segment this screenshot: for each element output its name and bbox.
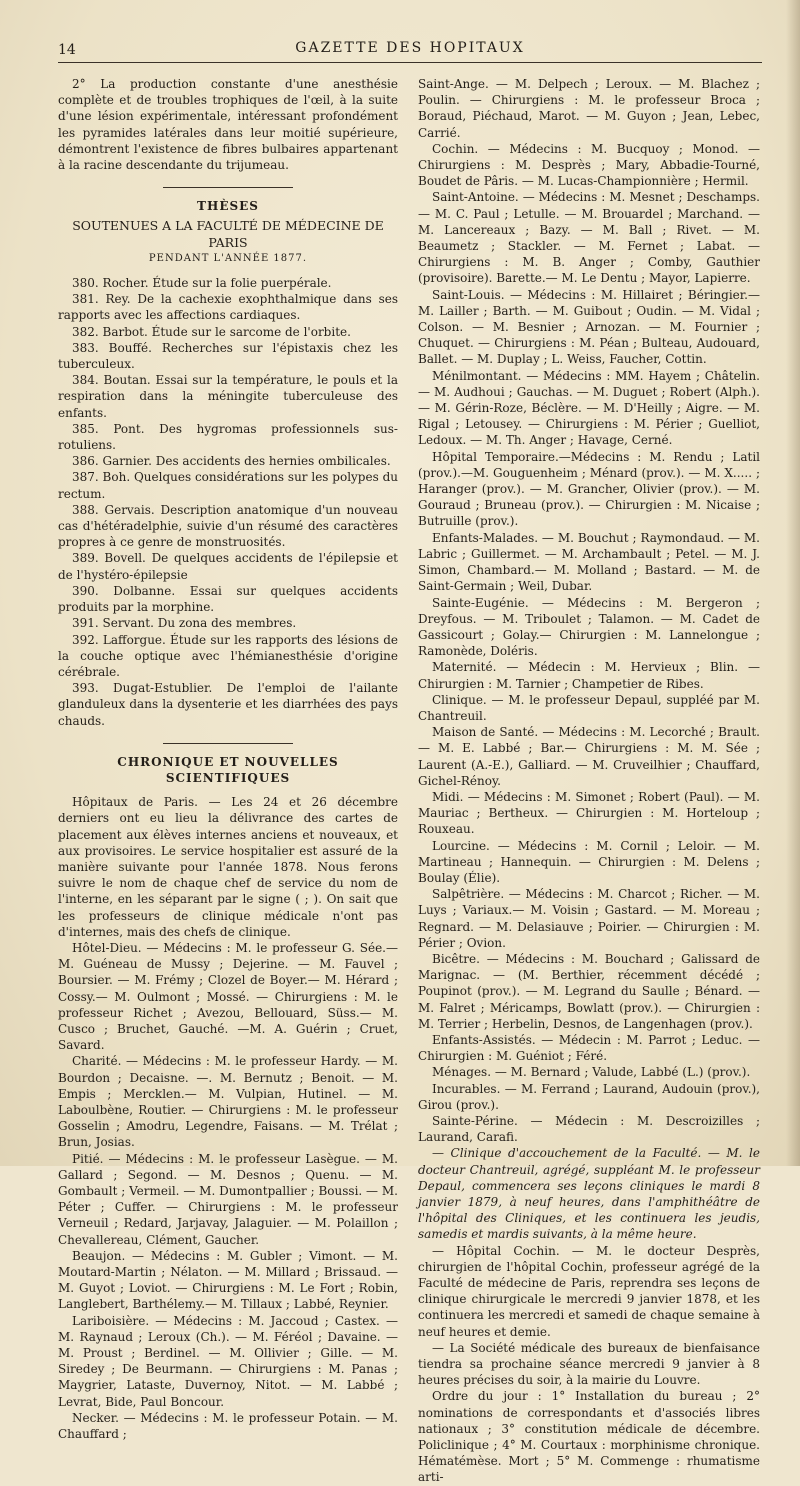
news-paragraph: Ordre du jour : 1° Installation du bureau ; 2° nominations de correspondants et d'associés libres nationaux ; 3° constitution médicale de décembre. Policlinique ; 4° M. Courtaux : morphinisme chronique. Hématémèse. Mort ; 5° M. Commenge : rhumatisme arti-	[418, 1389, 760, 1485]
hospital-entry: Saint-Antoine. — Médecins : M. Mesnet ; Deschamps. — M. C. Paul ; Letulle. — M. Brouardel ; Marchand. — M. Lancereaux ; Bazy. — M. Ball ; Rivet. — M. Beaumetz ; Stackler. — M. Fernet ; Labat. — Chirurgiens : M. B. Anger ; Comby, Gauthier (provisoire). Barette.— M. Le Dentu ; Mayor, Lapierre.	[418, 190, 760, 286]
theses-subtitle: SOUTENUES A LA FACULTÉ DE MÉDECINE DE PARIS	[72, 218, 384, 250]
thesis-item: 387. Boh. Quelques considérations sur les polypes du rectum.	[58, 470, 398, 501]
hospital-entry: Hôpital Temporaire.—Médecins : M. Rendu ; Latil (prov.).—M. Gouguenheim ; Ménard (prov.). — M. X..... ; Haranger (prov.). — M. Grancher, Olivier (prov.). — M. Gouraud ; Bruneau (prov.). — Chirurgien : M. Nicaise ; Butruille (prov.).	[418, 449, 760, 529]
hospital-entry: Hôtel-Dieu. — Médecins : M. le professeur G. Sée.— M. Guéneau de Mussy ; Dejerine. — M. Fauvel ; Boursier. — M. Frémy ; Clozel de Boyer.— M. Hérard ; Cossy.— M. Oulmont ; Mossé. — Chirurgiens : M. le professeur Richet ; Avezou, Bellouard, Süss.— M. Cusco ; Bruchet, Gauché. —M. A. Guérin ; Cruet, Savard.	[58, 940, 398, 1053]
hospital-entry: Sainte-Périne. — Médecin : M. Descroizilles ; Laurand, Carafi.	[418, 1114, 760, 1145]
hospital-entry: Necker. — Médecins : M. le professeur Potain. — M. Chauffard ;	[58, 1410, 398, 1442]
page-header	[58, 40, 762, 63]
thesis-item: 381. Rey. De la cachexie exophthalmique dans ses rapports avec les affections cardiaques.	[58, 292, 398, 323]
thesis-item: 392. Lafforgue. Étude sur les rapports des lésions de la couche optique avec l'hémianesthésie d'origine cérébrale.	[58, 632, 398, 679]
thesis-item: 385. Pont. Des hygromas professionnels sus-rotuliens.	[58, 421, 398, 453]
thesis-item: 384. Boutan. Essai sur la température, le pouls et la respiration dans la méningite tuberculeuse des enfants.	[58, 373, 398, 420]
hospital-entry: Ménilmontant. — Médecins : MM. Hayem ; Châtelin. — M. Audhoui ; Gauchas. — M. Duguet ; Robert (Alph.). — M. Gérin-Roze, Béclère. — M. D'Heilly ; Aigre. — M. Rigal ; Letousey. — Chirurgiens : M. Périer ; Guelliot, Ledoux. — M. Th. Anger ; Havage, Cerné.	[418, 368, 760, 448]
thesis-item: 393. Dugat-Estublier. De l'emploi de l'ailante glanduleux dans la dysenterie et les diarrhées des pays chauds.	[58, 681, 398, 728]
hospital-entry: Beaujon. — Médecins : M. Gubler ; Vimont. — M. Moutard-Martin ; Nélaton. — M. Millard ; Brissaud. — M. Guyot ; Loviot. — Chirurgiens : M. Le Fort ; Robin, Langlebert, Barthélemy.— M. Tillaux ; Labbé, Reynier.	[58, 1248, 398, 1312]
hospital-entry: Clinique. — M. le professeur Depaul, suppléé par M. Chantreuil.	[418, 692, 760, 723]
hospital-entry: Bicêtre. — Médecins : M. Bouchard ; Galissard de Marignac. — (M. Berthier, récemment décédé ; Poupinot (prov.). — M. Legrand du Saulle ; Bénard. — M. Falret ; Méricamps, Bowlatt (prov.). — Chirurgien : M. Terrier ; Herbelin, Desnos, de Langenhagen (prov.).	[418, 951, 760, 1031]
news-paragraph: — Hôpital Cochin. — M. le docteur Desprès, chirurgien de l'hôpital Cochin, professeur agrégé de la Faculté de médecine de Paris, reprendra ses leçons de clinique chirurgicale le mercredi 9 janvier 1878, et les continuera les mercredi et samedi de chaque semaine à neuf heures et demie.	[418, 1243, 760, 1339]
hospital-entry: Midi. — Médecins : M. Simonet ; Robert (Paul). — M. Mauriac ; Bertheux. — Chirurgien : M. Horteloup ; Rouxeau.	[418, 789, 760, 837]
chronique-paragraph: Hôpitaux de Paris. — Les 24 et 26 décembre derniers ont eu lieu la délivrance des cartes de placement aux élèves internes anciens et nouveaux, et aux provisoires. Le service hospitalier est assuré de la manière suivante pour l'année 1878. Nous ferons suivre le nom de chaque chef de service du nom de l'interne, en les séparant par le signe ( ; ). On sait que les professeurs de clinique médicale n'ont pas d'internes, mais des chefs de clinique.	[58, 795, 398, 939]
hospital-entry: Pitié. — Médecins : M. le professeur Lasègue. — M. Gallard ; Segond. — M. Desnos ; Quenu. — M. Gombault ; Vermeil. — M. Dumontpallier ; Boussi. — M. Péter ; Cuffer. — Chirurgiens : M. le professeur Verneuil ; Redard, Jarjavay, Jalaguier. — M. Polaillon ; Chevallereau, Clément, Gaucher.	[58, 1151, 398, 1247]
thesis-item: 383. Bouffé. Recherches sur l'épistaxis chez les tuberculeux.	[58, 340, 398, 372]
hospital-entry: Salpêtrière. — Médecins : M. Charcot ; Richer. — M. Luys ; Variaux.— M. Voisin ; Gastard. — M. Moreau ; Regnard. — M. Delasiauve ; Poirier. — Chirurgien : M. Périer ; Ovion.	[418, 887, 760, 950]
thesis-item: 390. Dolbanne. Essai sur quelques accidents produits par la morphine.	[58, 583, 398, 615]
theses-title: THÈSES	[197, 199, 259, 214]
thesis-item: 380. Rocher. Étude sur la folie puerpérale.	[72, 276, 332, 291]
news-paragraph: — La Société médicale des bureaux de bienfaisance tiendra sa prochaine séance mercredi 9 janvier à 8 heures précises du soir, à la mairie du Louvre.	[418, 1340, 760, 1388]
right-column	[418, 76, 760, 1486]
thesis-item: 382. Barbot. Étude sur le sarcome de l'orbite.	[72, 324, 351, 339]
hospital-entry: Enfants-Malades. — M. Bouchut ; Raymondaud. — M. Labric ; Guillermet. — M. Archambault ; Petel. — M. J. Simon, Chambard.— M. Molland ; Bastard. — M. de Saint-Germain ; Weil, Dubar.	[418, 530, 760, 594]
hospital-entry: Lourcine. — Médecins : M. Cornil ; Leloir. — M. Martineau ; Hannequin. — Chirurgien : M. Delens ; Boulay (Élie).	[418, 838, 760, 885]
section-divider	[163, 187, 293, 188]
theses-year: PENDANT L'ANNÉE 1877.	[148, 252, 308, 264]
news-paragraph: — Clinique d'accouchement de la Faculté. — M. le docteur Chantreuil, agrégé, suppléant M. le professeur Depaul, commencera ses leçons cliniques le mardi 8 janvier 1879, à neuf heures, dans l'amphithéâtre de l'hôpital des Cliniques, et les continuera les jeudis, samedis et mardis suivants, à la même heure.	[418, 1146, 760, 1242]
running-title: GAZETTE DES HOPITAUX	[295, 40, 525, 56]
left-column	[58, 76, 398, 1442]
hospital-entry: Saint-Louis. — Médecins : M. Hillairet ; Béringier.— M. Lailler ; Barth. — M. Guibout ; Oudin. — M. Vidal ; Colson. — M. Besnier ; Arnozan. — M. Fournier ; Chuquet. — Chirurgiens : M. Péan ; Bulteau, Audouard, Ballet. — M. Duplay ; L. Weiss, Faucher, Cottin.	[418, 287, 760, 367]
page-edge-shadow	[786, 0, 800, 1166]
thesis-item: 391. Servant. Du zona des membres.	[72, 616, 297, 631]
hospital-entry: Enfants-Assistés. — Médecin : M. Parrot ; Leduc. — Chirurgien : M. Guéniot ; Féré.	[418, 1032, 760, 1064]
thesis-item: 388. Gervais. Description anatomique d'un nouveau cas d'hétéradelphie, suivie d'un résumé des caractères propres à ce genre de monstruosités.	[58, 502, 398, 550]
hospital-entry: Maternité. — Médecin : M. Hervieux ; Blin. — Chirurgien : M. Tarnier ; Champetier de Ribes.	[418, 660, 760, 691]
page-number: 14	[58, 42, 76, 58]
hospital-entry: Sainte-Eugénie. — Médecins : M. Bergeron ; Dreyfous. — M. Triboulet ; Talamon. — M. Cadet de Gassicourt ; Golay.— Chirurgien : M. Lannelongue ; Ramonède, Doléris.	[418, 595, 760, 659]
thesis-item: 389. Bovell. De quelques accidents de l'épilepsie et de l'hystéro-épilepsie	[58, 551, 398, 582]
hospital-entry: Incurables. — M. Ferrand ; Laurand, Audouin (prov.), Girou (prov.).	[418, 1081, 760, 1112]
intro-paragraph: 2° La production constante d'une anesthésie complète et de troubles trophiques de l'œil, à la suite d'une lésion expérimentale, intéressant profondément les pyramides latérales dans leur moitié supérieure, démontrent l'existence de fibres bulbaires appartenant à la racine descendante du trijumeau.	[58, 77, 398, 173]
hospital-entry: Maison de Santé. — Médecins : M. Lecorché ; Brault. — M. E. Labbé ; Bar.— Chirurgiens : M. M. Sée ; Laurent (A.-E.), Galliard. — M. Cruveilhier ; Chauffard, Gichel-Rénoy.	[418, 725, 760, 788]
hospital-entry: Lariboisière. — Médecins : M. Jaccoud ; Castex. — M. Raynaud ; Leroux (Ch.). — M. Féréol ; Davaine. — M. Proust ; Berdinel. — M. Ollivier ; Gille. — M. Siredey ; De Beurmann. — Chirurgiens : M. Panas ; Maygrier, Lataste, Duvernoy, Nitot. — M. Labbé ; Levrat, Bide, Paul Boncour.	[58, 1313, 398, 1409]
theses-list	[58, 275, 398, 729]
hospital-entry: Charité. — Médecins : M. le professeur Hardy. — M. Bourdon ; Decaisne. —. M. Bernutz ; Benoit. — M. Empis ; Mercklen.— M. Vulpian, Hutinel. — M. Laboulbène, Routier. — Chirurgiens : M. le professeur Gosselin ; Amodru, Legendre, Faisans. — M. Trélat ; Brun, Josias.	[58, 1054, 398, 1150]
hospital-entry: Cochin. — Médecins : M. Bucquoy ; Monod. — Chirurgiens : M. Desprès ; Mary, Abbadie-Tourné, Boudet de Pâris. — M. Lucas-Championnière ; Hermil.	[418, 141, 760, 189]
hospital-entry: Saint-Ange. — M. Delpech ; Leroux. — M. Blachez ; Poulin. — Chirurgiens : M. le professeur Broca ; Boraud, Piéchaud, Marot. — M. Guyon ; Jean, Lebec, Carrié.	[418, 77, 760, 140]
chronique-title: CHRONIQUE ET NOUVELLES SCIENTIFIQUES	[117, 754, 339, 785]
section-divider	[163, 743, 293, 744]
hospital-entry: Ménages. — M. Bernard ; Valude, Labbé (L.) (prov.).	[432, 1065, 751, 1080]
thesis-item: 386. Garnier. Des accidents des hernies ombilicales.	[72, 454, 391, 469]
